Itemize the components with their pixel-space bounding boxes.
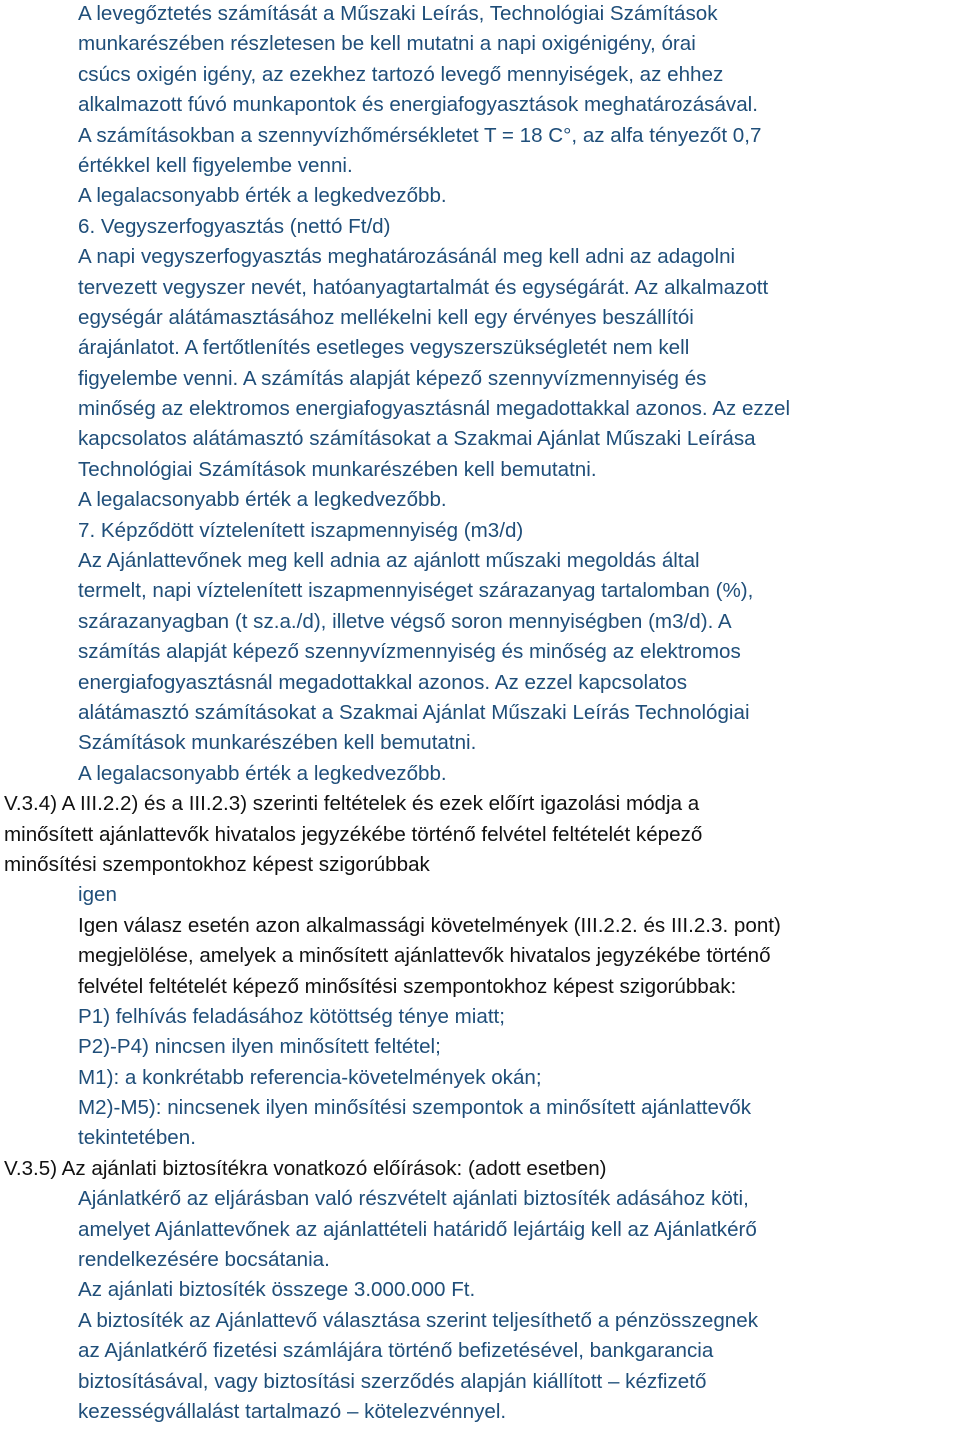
document-text-line: amelyet Ajánlattevőnek az ajánlattételi határidő lejártáig kell az Ajánlatkérő bbox=[78, 1217, 757, 1241]
document-text-line: számítás alapját képező szennyvízmennyiség és minőség az elektromos bbox=[78, 640, 741, 664]
document-text-line: Számítások munkarészében kell bemutatni. bbox=[78, 731, 477, 755]
document-text-line: tervezett vegyszer nevét, hatóanyagtartalmát és egységárát. Az alkalmazott bbox=[78, 275, 769, 299]
document-text-line: A biztosíték az Ajánlattevő választása szerint teljesíthető a pénzösszegnek bbox=[78, 1308, 758, 1332]
document-text-line: árajánlatot. A fertőtlenítés esetleges vegyszerszükségletét nem kell bbox=[78, 336, 690, 360]
document-text-line: biztosításával, vagy biztosítási szerződés alapján kiállított – kézfizető bbox=[78, 1369, 707, 1393]
document-text-line: Igen válasz esetén azon alkalmassági követelmények (III.2.2. és III.2.3. pont) bbox=[78, 913, 781, 937]
document-text-line: M2)-M5): nincsenek ilyen minősítési szempontok a minősített ajánlattevők bbox=[78, 1096, 752, 1120]
document-text-line: Az ajánlati biztosíték összege 3.000.000 Ft. bbox=[78, 1278, 476, 1302]
document-text-line: igen bbox=[78, 883, 117, 907]
document-text-line: rendelkezésére bocsátania. bbox=[78, 1248, 330, 1272]
document-text-line: 6. Vegyszerfogyasztás (nettó Ft/d) bbox=[78, 214, 391, 238]
document-text-line: csúcs oxigén igény, az ezekhez tartozó levegő mennyiségek, az ehhez bbox=[78, 62, 724, 86]
document-text-line: A napi vegyszerfogyasztás meghatározásánál meg kell adni az adagolni bbox=[78, 245, 736, 269]
document-text-line: munkarészében részletesen be kell mutatni a napi oxigénigény, órai bbox=[78, 32, 696, 56]
document-text-line: alkalmazott fúvó munkapontok és energiafogyasztások meghatározásával. bbox=[78, 93, 758, 117]
section-heading-line: minősített ajánlattevők hivatalos jegyzékébe történő felvétel feltételét képező bbox=[4, 822, 703, 846]
document-text-line: figyelembe venni. A számítás alapját képező szennyvízmennyiség és bbox=[78, 366, 707, 390]
document-text-line: kezességvállalást tartalmazó – kötelezvénnyel. bbox=[78, 1399, 507, 1423]
document-text-line: Ajánlatkérő az eljárásban való részvételt ajánlati biztosíték adásához köti, bbox=[78, 1187, 749, 1211]
document-text-line: tekintetében. bbox=[78, 1126, 196, 1150]
document-text-line: felvétel feltételét képező minősítési szempontokhoz képest szigorúbbak: bbox=[78, 974, 737, 998]
document-text-line: Technológiai Számítások munkarészében kell bemutatni. bbox=[78, 457, 597, 481]
document-text-line: P1) felhívás feladásához kötöttség ténye miatt; bbox=[78, 1004, 505, 1028]
document-text-line: P2)-P4) nincsen ilyen minősített feltétel; bbox=[78, 1035, 441, 1059]
document-text-line: szárazanyagban (t sz.a./d), illetve végső soron mennyiségben (m3/d). A bbox=[78, 609, 732, 633]
document-text-line: A számításokban a szennyvízhőmérsékletet T = 18 C°, az alfa tényezőt 0,7 bbox=[78, 123, 762, 147]
document-text-line: alátámasztó számításokat a Szakmai Ajánlat Műszaki Leírás Technológiai bbox=[78, 700, 750, 724]
document-text-line: A legalacsonyabb érték a legkedvezőbb. bbox=[78, 184, 447, 208]
document-text-line: energiafogyasztásnál megadottakkal azonos. Az ezzel kapcsolatos bbox=[78, 670, 688, 694]
document-text-line: A levegőztetés számítását a Műszaki Leírás, Technológiai Számítások bbox=[78, 2, 718, 25]
document-text-line: 7. Képződött víztelenített iszapmennyiség (m3/d) bbox=[78, 518, 524, 542]
document-text-line: az Ajánlatkérő fizetési számlájára történő befizetésével, bankgarancia bbox=[78, 1339, 714, 1363]
section-heading-line: V.3.5) Az ajánlati biztosítékra vonatkozó előírások: (adott esetben) bbox=[4, 1156, 607, 1180]
document-text-line: kapcsolatos alátámasztó számításokat a Szakmai Ajánlat Műszaki Leírása bbox=[78, 427, 756, 451]
section-heading-line: minősítési szempontokhoz képest szigorúbbak bbox=[4, 852, 430, 876]
document-text-line: Az Ajánlattevőnek meg kell adnia az ajánlott műszaki megoldás által bbox=[78, 549, 700, 573]
document-text-line: megjelölése, amelyek a minősített ajánlattevők hivatalos jegyzékébe történő bbox=[78, 944, 771, 968]
section-heading-line: V.3.4) A III.2.2) és a III.2.3) szerinti feltételek és ezek előírt igazolási módja a bbox=[4, 792, 700, 816]
document-text-line: egységár alátámasztásához mellékelni kell egy érvényes beszállítói bbox=[78, 305, 694, 329]
document-text-line: értékkel kell figyelembe venni. bbox=[78, 153, 353, 177]
document-text-line: A legalacsonyabb érték a legkedvezőbb. bbox=[78, 488, 447, 512]
document-text-line: minőség az elektromos energiafogyasztásnál megadottakkal azonos. Az ezzel bbox=[78, 397, 791, 421]
document-text-line: M1): a konkrétabb referencia-követelmények okán; bbox=[78, 1065, 542, 1089]
document-text-line: A legalacsonyabb érték a legkedvezőbb. bbox=[78, 761, 447, 785]
document-text-line: termelt, napi víztelenített iszapmennyiséget szárazanyag tartalomban (%), bbox=[78, 579, 754, 603]
